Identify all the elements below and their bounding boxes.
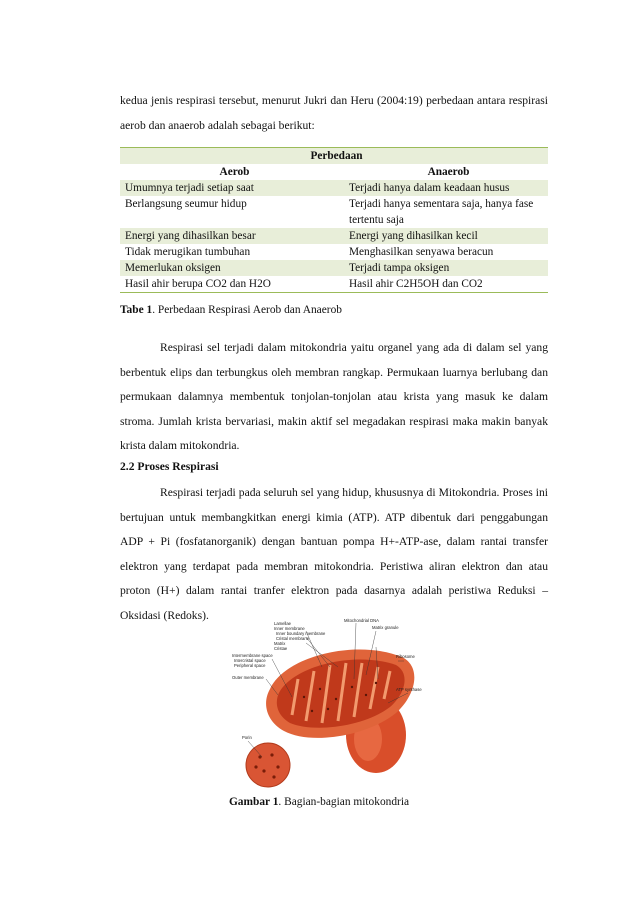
paragraph-proses: Respirasi terjadi pada seluruh sel yang hidup, khususnya di Mitokondria. Proses ini bertujuan untuk membangkitkan energi kimia (ATP). ATP dibentuk dari penggabungan ADP + Pi (fosfatanorganik) dengan bantuan pompa H+-ATP-ase, dalam rantai transfer elektron yang terdapat pada membran mitokondria. Peristiwa aliran elektron dan atau proton (H+) dalam rantai tranfer elektron pada dasarnya adalah peristiwa Reduksi – Oksidasi (Redoks). <box>120 486 548 622</box>
figure-caption-label: Gambar 1 <box>228 796 279 808</box>
table-cell: Energi yang dihasilkan besar <box>120 228 344 244</box>
table-cell: Terjadi hanya sementara saja, hanya fase tertentu saja <box>349 198 534 226</box>
table-cell: Hasil ahir C2H5OH dan CO2 <box>344 276 548 293</box>
label-porin: Porin <box>242 735 252 740</box>
comparison-table <box>120 147 548 293</box>
table-title: Perbedaan <box>120 148 548 165</box>
table-row <box>120 196 548 228</box>
section-heading: 2.2 Proses Respirasi <box>120 460 219 473</box>
label-mito-dna: Mitochondrial DNA <box>344 618 379 623</box>
label-cristae: Cristae <box>274 646 288 651</box>
label-atp-synthase: ATP synthase <box>396 687 422 692</box>
label-matrix-granule: Matrix granule <box>372 625 399 630</box>
figure-caption-text: . Bagian-bagian mitokondria <box>278 796 410 808</box>
figure-caption <box>0 796 638 808</box>
label-peripheral-space: Peripheral space <box>234 663 266 668</box>
table-header-anaerob: Anaerob <box>427 166 470 178</box>
table-cell: Terjadi hanya dalam keadaan husus <box>344 180 548 196</box>
table-cell: Memerlukan oksigen <box>120 260 344 276</box>
label-lamellae: Lamellae <box>274 621 291 626</box>
table-row <box>120 244 548 260</box>
label-cristal-membrane: Cristal membrane <box>276 636 310 641</box>
table-cell: Hasil ahir berupa CO2 dan H2O <box>120 276 344 293</box>
label-matrix: Matrix <box>274 641 286 646</box>
table-cell: Umumnya terjadi setiap saat <box>120 180 344 196</box>
table-cell: Energi yang dihasilkan kecil <box>344 228 548 244</box>
table-cell: Berlangsung seumur hidup <box>125 198 247 210</box>
table-cell: Terjadi tampa oksigen <box>344 260 548 276</box>
label-outer-membrane: Outer membrane <box>232 675 264 680</box>
intro-paragraph: kedua jenis respirasi tersebut, menurut Jukri dan Heru (2004:19) perbedaan antara respirasi aerob dan anaerob adalah sebagai berikut: <box>120 94 548 132</box>
table-row <box>120 180 548 196</box>
porin-detail-circle <box>246 743 290 787</box>
table-caption-label: Tabe 1 <box>120 304 153 316</box>
paragraph-mitokondria: Respirasi sel terjadi dalam mitokondria yaitu organel yang ada di dalam sel yang berbentuk elips dan terbungkus oleh membran rangkap. Permukaan luarnya berlubang dan permukaan dalamnya membentuk tonjolan-tonjolan atau krista yang masuk ke dalam stroma. Jumlah krista bervariasi, makin aktif sel megadakan respirasi maka makin banyak krista dalam mitokondria. <box>120 341 548 452</box>
table-cell: Menghasilkan senyawa beracun <box>349 246 494 258</box>
label-inner-boundary: Inner boundary membrane <box>276 631 326 636</box>
table-cell: Tidak merugikan tumbuhan <box>125 246 251 258</box>
table-row <box>120 260 548 276</box>
label-inner-membrane: Inner membrane <box>274 626 305 631</box>
table-row <box>120 228 548 244</box>
table-row <box>120 276 548 293</box>
table-caption-text: . Perbedaan Respirasi Aerob dan Anaerob <box>152 304 342 316</box>
mitochondria-illustration <box>226 617 422 789</box>
table-header-aerob: Aerob <box>219 166 250 178</box>
label-ribosome: Ribosome <box>396 654 415 659</box>
label-intercristal-space: Intercristal space <box>234 658 266 663</box>
label-intermembrane-space: Intermembrane space <box>232 653 273 658</box>
table-caption <box>120 304 342 316</box>
mitochondria-figure <box>226 617 422 789</box>
